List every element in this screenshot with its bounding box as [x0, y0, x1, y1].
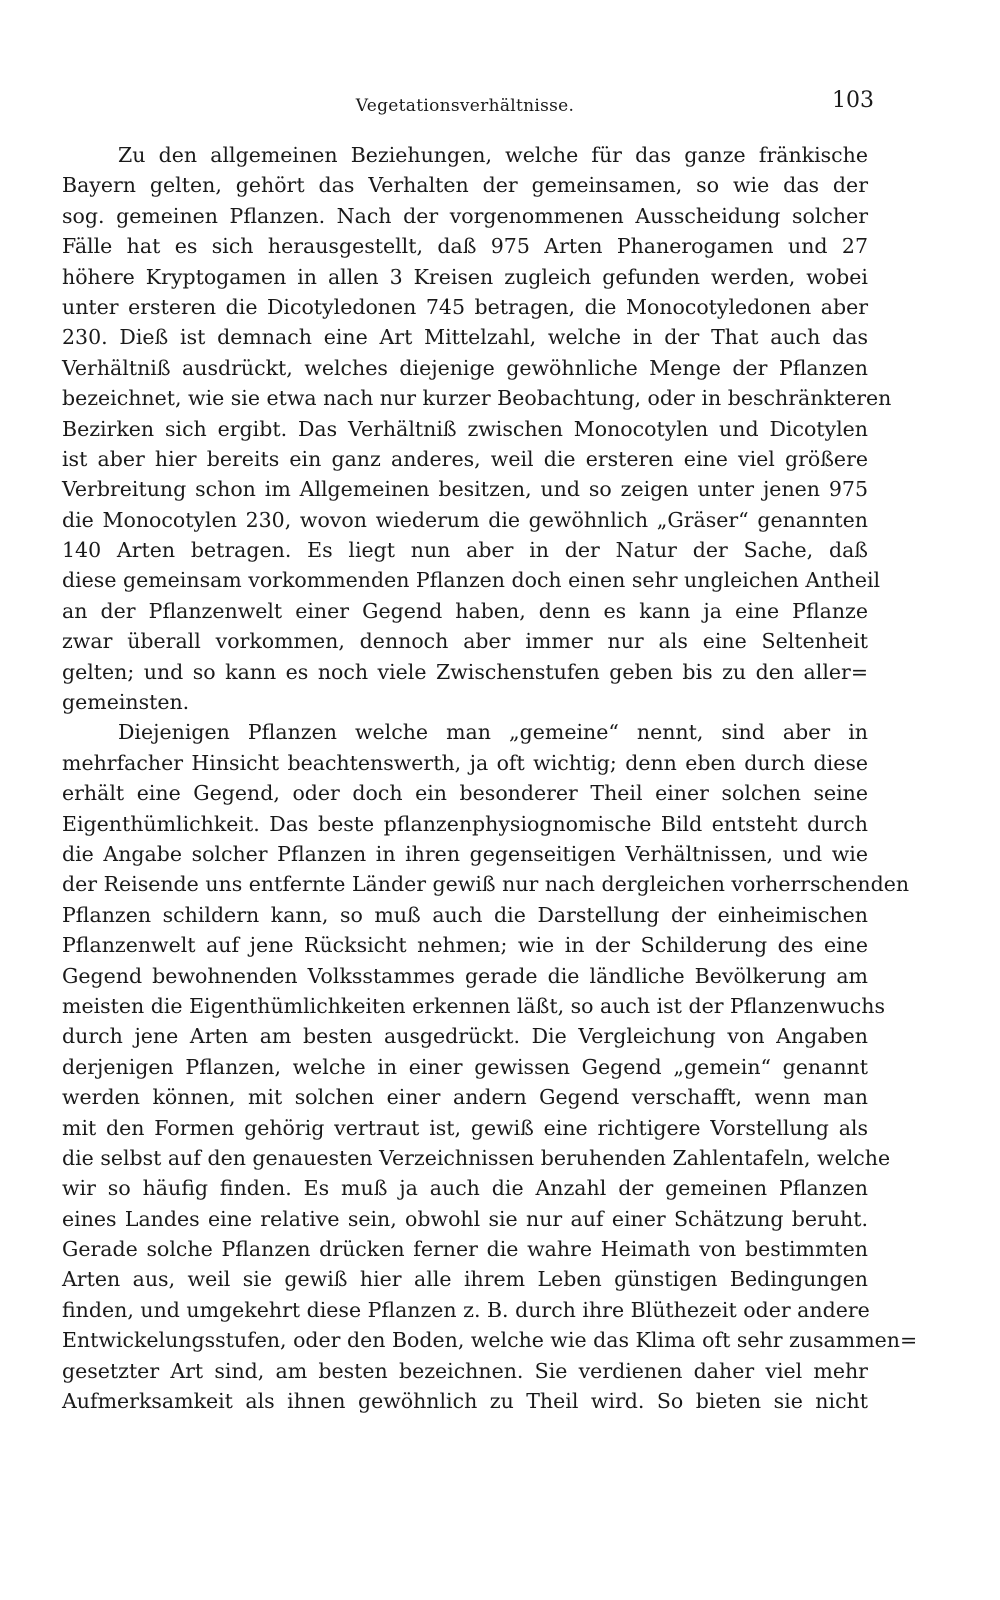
text-line: meisten die Eigenthümlichkeiten erkennen läßt, so auch ist der Pflanzenwuchs: [62, 993, 885, 1018]
text-line: bezeichnet, wie sie etwa nach nur kurzer Beobachtung, oder in beschränkteren: [62, 386, 892, 411]
text-line: mehrfacher Hinsicht beachtenswerth, ja oft wichtig; denn eben durch diese: [62, 750, 868, 775]
text-line: Entwickelungsstufen, oder den Boden, welche wie das Klima oft sehr zusammen=: [62, 1328, 918, 1353]
text-line: Aufmerksamkeit als ihnen gewöhnlich zu Theil wird. So bieten sie nicht: [62, 1389, 868, 1414]
paragraph-1: [62, 140, 892, 717]
text-line: Bayern gelten, gehört das Verhalten der gemeinsamen, so wie das der: [62, 173, 868, 198]
text-line: Arten aus, weil sie gewiß hier alle ihrem Leben günstigen Bedingungen: [62, 1267, 868, 1292]
page-header: [62, 82, 874, 122]
book-page: [62, 82, 918, 1416]
text-line: Gerade solche Pflanzen drücken ferner die wahre Heimath von bestimmten: [62, 1237, 868, 1262]
text-line: Verhältniß ausdrückt, welches diejenige gewöhnliche Menge der Pflanzen: [62, 355, 868, 380]
text-line: finden, und umgekehrt diese Pflanzen z. B. durch ihre Blüthezeit oder andere: [62, 1297, 870, 1322]
text-line: durch jene Arten am besten ausgedrückt. Die Vergleichung von Angaben: [62, 1024, 868, 1049]
text-line: mit den Formen gehörig vertraut ist, gewiß eine richtigere Vorstellung als: [62, 1115, 868, 1140]
text-line: Verbreitung schon im Allgemeinen besitzen, und so zeigen unter jenen 975: [62, 477, 868, 502]
text-line: derjenigen Pflanzen, welche in einer gewissen Gegend „gemein“ genannt: [62, 1054, 868, 1079]
text-line: Gegend bewohnenden Volksstammes gerade die ländliche Bevölkerung am: [62, 963, 868, 988]
text-line: gesetzter Art sind, am besten bezeichnen. Sie verdienen daher viel mehr: [62, 1358, 868, 1383]
body-text: [62, 140, 918, 1416]
text-line: werden können, mit solchen einer andern Gegend verschafft, wenn man: [62, 1085, 868, 1110]
paragraph-2: [62, 717, 918, 1416]
text-line: Pflanzen schildern kann, so muß auch die Darstellung der einheimischen: [62, 902, 868, 927]
text-line: unter ersteren die Dicotyledonen 745 betragen, die Monocotyledonen aber: [62, 294, 868, 319]
text-line: die Monocotylen 230, wovon wiederum die gewöhnlich „Gräser“ genannten: [62, 507, 868, 532]
text-line: Fälle hat es sich herausgestellt, daß 975 Arten Phanerogamen und 27: [62, 234, 868, 259]
text-line: gemeinsten.: [62, 690, 190, 715]
text-line: 230. Dieß ist demnach eine Art Mittelzahl, welche in der That auch das: [62, 325, 868, 350]
text-line: diese gemeinsam vorkommenden Pflanzen doch einen sehr ungleichen Antheil: [62, 568, 881, 593]
text-line: Eigenthümlichkeit. Das beste pflanzenphysiognomische Bild entsteht durch: [62, 811, 868, 836]
text-line: erhält eine Gegend, oder doch ein besonderer Theil einer solchen seine: [62, 781, 868, 806]
text-line: Zu den allgemeinen Beziehungen, welche für das ganze fränkische: [118, 143, 868, 167]
text-line: sog. gemeinen Pflanzen. Nach der vorgenommenen Ausscheidung solcher: [62, 203, 868, 228]
text-line: höhere Kryptogamen in allen 3 Kreisen zugleich gefunden werden, wobei: [62, 264, 868, 289]
text-line: 140 Arten betragen. Es liegt nun aber in der Natur der Sache, daß: [62, 538, 868, 563]
text-line: ist aber hier bereits ein ganz anderes, weil die ersteren eine viel größere: [62, 446, 868, 471]
text-line: Pflanzenwelt auf jene Rücksicht nehmen; wie in der Schilderung des eine: [62, 933, 868, 958]
page-number: 103: [832, 88, 874, 113]
text-line: die Angabe solcher Pflanzen in ihren gegenseitigen Verhältnissen, und wie: [62, 841, 868, 866]
text-line: gelten; und so kann es noch viele Zwischenstufen geben bis zu den aller=: [62, 659, 868, 684]
text-line: Diejenigen Pflanzen welche man „gemeine“ nennt, sind aber in: [118, 720, 868, 745]
text-line: an der Pflanzenwelt einer Gegend haben, denn es kann ja eine Pflanze: [62, 598, 868, 623]
text-line: der Reisende uns entfernte Länder gewiß nur nach dergleichen vorherrschenden: [62, 872, 910, 897]
text-line: eines Landes eine relative sein, obwohl sie nur auf einer Schätzung beruht.: [62, 1206, 868, 1231]
text-line: die selbst auf den genauesten Verzeichnissen beruhenden Zahlentafeln, welche: [62, 1145, 891, 1170]
running-head: Vegetationsverhältnisse.: [355, 96, 575, 116]
text-line: wir so häufig finden. Es muß ja auch die Anzahl der gemeinen Pflanzen: [62, 1176, 868, 1201]
text-line: zwar überall vorkommen, dennoch aber immer nur als eine Seltenheit: [62, 629, 868, 654]
text-line: Bezirken sich ergibt. Das Verhältniß zwischen Monocotylen und Dicotylen: [62, 416, 868, 441]
